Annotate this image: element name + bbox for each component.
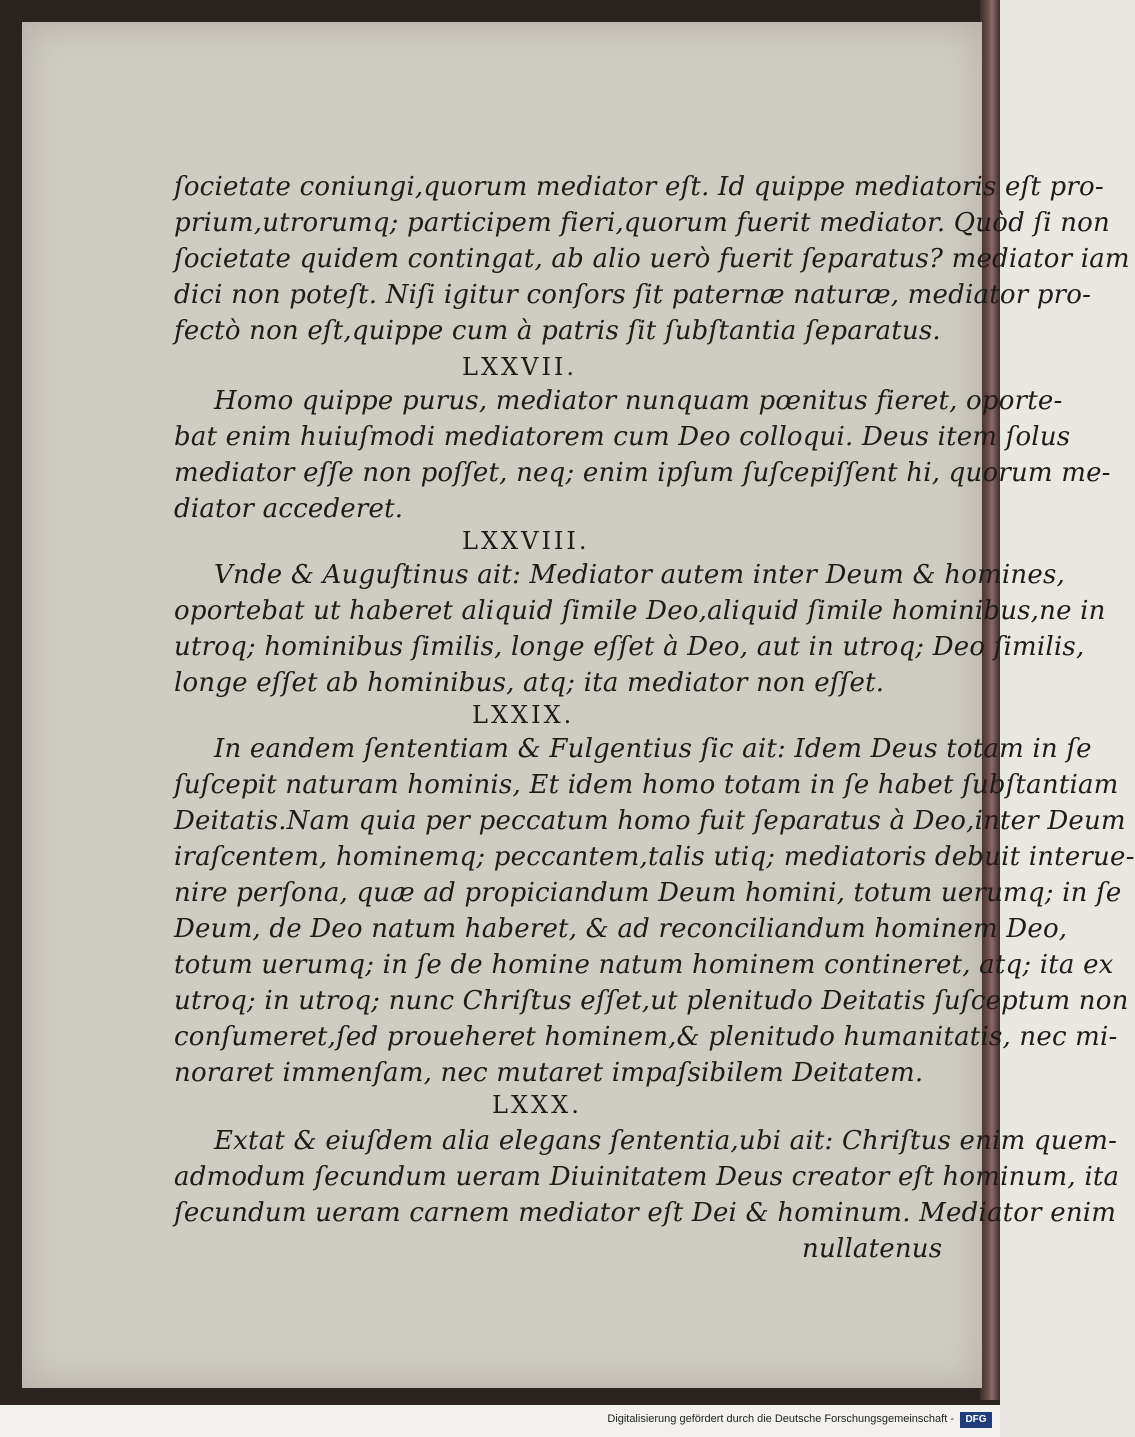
text-line: mediator eſſe non poſſet, neq; enim ipſum ſuſcepiſſent hi, quorum me- bbox=[174, 458, 1111, 488]
catchword: nullatenus bbox=[802, 1234, 943, 1264]
text-line: Deitatis.Nam quia per peccatum homo fuit ſeparatus à Deo,inter Deum bbox=[174, 806, 1126, 836]
text-line: ſuſcepit naturam hominis, Et idem homo totam in ſe habet ſubſtantiam bbox=[174, 770, 1119, 800]
text-line: Deum, de Deo natum haberet, & ad reconciliandum hominem Deo, bbox=[174, 914, 1068, 944]
text-line: diator accederet. bbox=[174, 494, 404, 524]
text-line: iraſcentem, hominemq; peccantem,talis utiq; mediatoris debuit interue- bbox=[174, 842, 1135, 872]
section-heading-79: LXXIX. bbox=[472, 701, 575, 729]
text-line: nire perſona, quæ ad propiciandum Deum homini, totum uerumq; in ſe bbox=[174, 878, 1122, 908]
text-line: ſecundum ueram carnem mediator eſt Dei & hominum. Mediator enim bbox=[174, 1198, 1117, 1228]
text-line: Homo quippe purus, mediator nunquam pœnitus fieret, oporte- bbox=[214, 386, 1063, 416]
text-line: totum uerumq; in ſe de homine natum hominem contineret, atq; ita ex bbox=[174, 950, 1114, 980]
footer-bar bbox=[0, 1405, 1000, 1437]
text-line: prium,utrorumq; participem fieri,quorum fuerit mediator. Quòd ſi non bbox=[174, 208, 1110, 238]
text-line: noraret immenſam, nec mutaret impaſsibilem Deitatem. bbox=[174, 1058, 924, 1088]
section-heading-78: LXXVIII. bbox=[462, 527, 590, 555]
text-line: oportebat ut haberet aliquid ſimile Deo,aliquid ſimile hominibus,ne in bbox=[174, 596, 1106, 626]
text-line: conſumeret,ſed proueheret hominem,& plenitudo humanitatis, nec mi- bbox=[174, 1022, 1118, 1052]
section-heading-80: LXXX. bbox=[492, 1091, 582, 1119]
text-line: ſocietate quidem contingat, ab alio uerò fuerit ſeparatus? mediator iam bbox=[174, 244, 1130, 274]
text-line: Extat & eiuſdem alia elegans ſententia,ubi ait: Chriſtus enim quem- bbox=[214, 1126, 1118, 1156]
section-heading-77: LXXVII. bbox=[462, 353, 578, 381]
book-page bbox=[22, 22, 1135, 1388]
footer-credit: Digitalisierung gefördert durch die Deutsche Forschungsgemeinschaft - bbox=[607, 1413, 954, 1425]
text-line: bat enim huiuſmodi mediatorem cum Deo colloqui. Deus item ſolus bbox=[174, 422, 1071, 452]
text-line: Vnde & Auguſtinus ait: Mediator autem inter Deum & homines, bbox=[214, 560, 1065, 590]
text-line: dici non poteſt. Niſi igitur conſors ſit paternæ naturæ, mediator pro- bbox=[174, 280, 1092, 310]
text-line: In eandem ſententiam & Fulgentius ſic ait: Idem Deus totam in ſe bbox=[214, 734, 1092, 764]
text-line: ſocietate coniungi,quorum mediator eſt. Id quippe mediatoris eſt pro- bbox=[174, 172, 1104, 202]
dfg-logo: DFG bbox=[960, 1412, 992, 1428]
text-line: fectò non eſt,quippe cum à patris ſit ſubſtantia ſeparatus. bbox=[174, 316, 941, 346]
text-line: longe eſſet ab hominibus, atq; ita mediator non eſſet. bbox=[174, 668, 885, 698]
text-line: utroq; hominibus ſimilis, longe eſſet à Deo, aut in utroq; Deo ſimilis, bbox=[174, 632, 1085, 662]
text-line: admodum ſecundum ueram Diuinitatem Deus creator eſt hominum, ita bbox=[174, 1162, 1120, 1192]
text-line: utroq; in utroq; nunc Chriſtus eſſet,ut plenitudo Deitatis ſuſceptum non bbox=[174, 986, 1129, 1016]
